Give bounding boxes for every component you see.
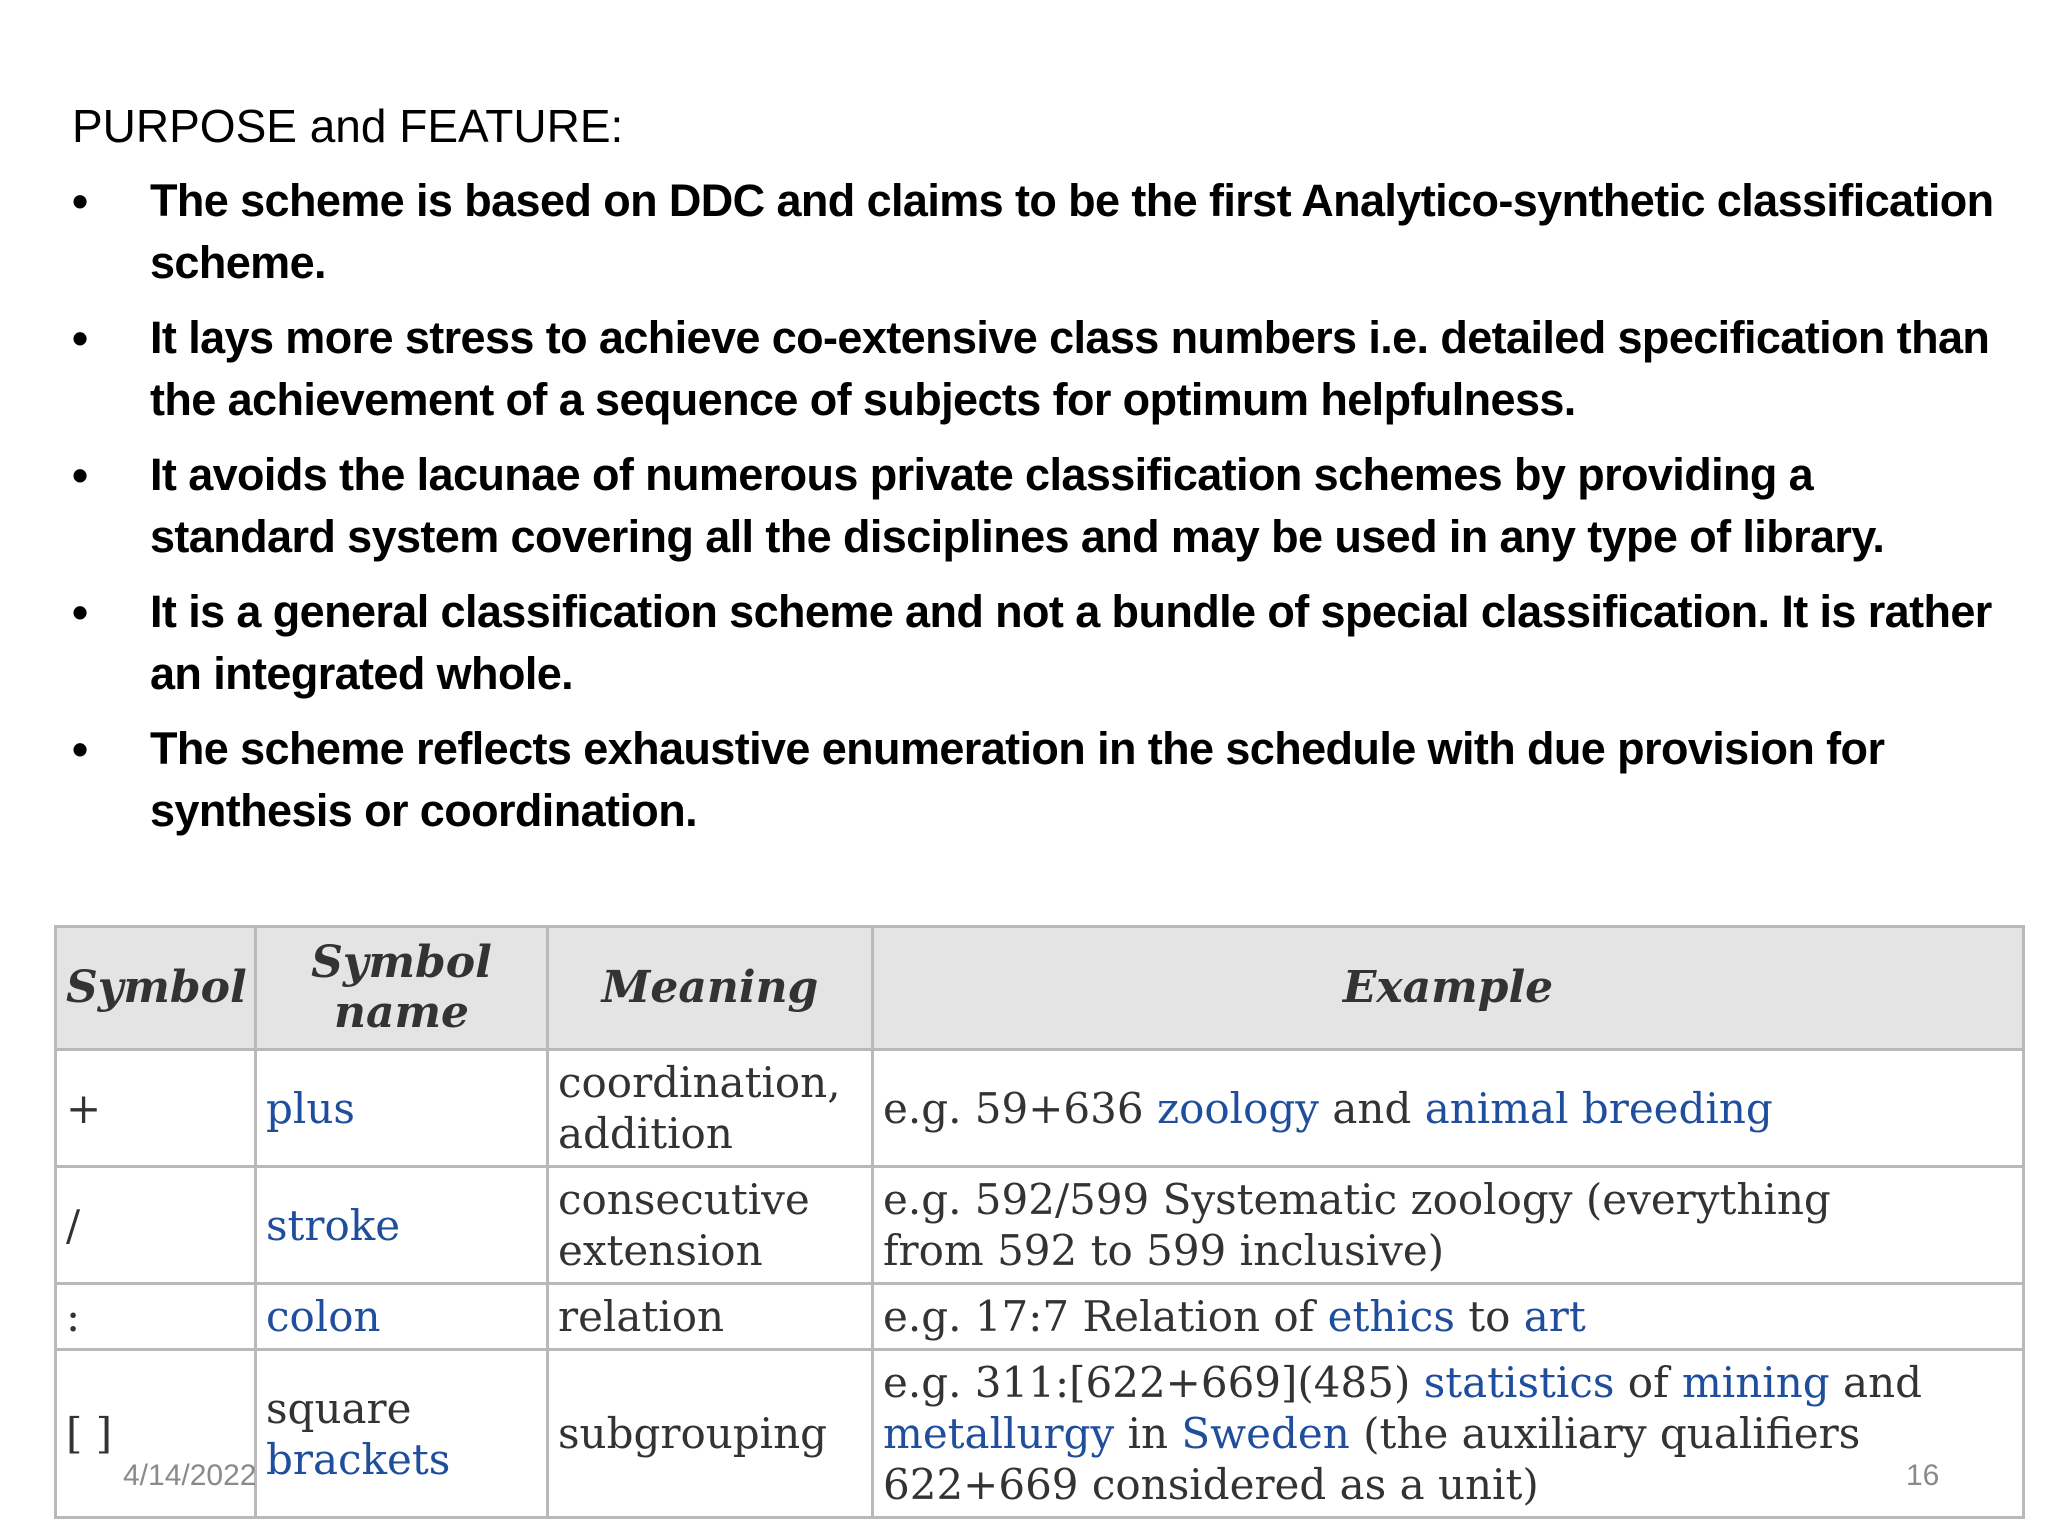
header-symbol-name-line1: Symbol bbox=[311, 937, 492, 988]
section-heading: PURPOSE and FEATURE: bbox=[72, 100, 624, 152]
table-row bbox=[56, 1350, 2024, 1518]
example-text: of bbox=[1614, 1358, 1682, 1407]
example-text: e.g. 311:[622+669](485) bbox=[883, 1358, 1424, 1407]
meaning-line: consecutive bbox=[558, 1175, 810, 1224]
symbol-cell: / bbox=[56, 1167, 256, 1284]
example-text: and bbox=[1319, 1083, 1425, 1133]
bullet-icon: • bbox=[72, 723, 89, 775]
list-item-text: The scheme reflects exhaustive enumeration in the schedule with due provision for synthesis or coordination. bbox=[150, 723, 1885, 836]
example-text: from 592 to 599 inclusive) bbox=[883, 1226, 1445, 1275]
symbol-table-image bbox=[54, 925, 2026, 1536]
symbol-name-link[interactable]: brackets bbox=[266, 1434, 451, 1484]
table-row bbox=[56, 1284, 2024, 1350]
meaning-cell bbox=[548, 1050, 873, 1167]
example-cell bbox=[873, 1284, 2024, 1350]
symbol-table bbox=[54, 925, 2025, 1519]
symbol-name-line: square bbox=[266, 1383, 412, 1433]
subject-link[interactable]: metallurgy bbox=[883, 1409, 1115, 1458]
list-item-text: It lays more stress to achieve co-extensive class numbers i.e. detailed specification than the achievement of a sequence of subjects for optimum helpfulness. bbox=[150, 312, 1990, 425]
bullet-icon: • bbox=[72, 586, 89, 638]
symbol-cell: + bbox=[56, 1050, 256, 1167]
example-cell bbox=[873, 1050, 2024, 1167]
slide-date: 4/14/2022 bbox=[123, 1459, 257, 1492]
example-text: 622+669 considered as a unit) bbox=[883, 1460, 1539, 1509]
meaning-line: extension bbox=[558, 1226, 763, 1275]
example-text: and bbox=[1829, 1358, 1922, 1407]
example-text: e.g. 59+636 bbox=[883, 1083, 1157, 1133]
subject-link[interactable]: animal breeding bbox=[1424, 1083, 1773, 1133]
example-cell bbox=[873, 1350, 2024, 1518]
table-row bbox=[56, 1167, 2024, 1284]
example-text: e.g. 592/599 Systematic zoology (everything bbox=[883, 1175, 1831, 1224]
symbol-name-cell: colon bbox=[256, 1284, 548, 1350]
example-text: to bbox=[1454, 1292, 1524, 1341]
slide-number: 16 bbox=[1906, 1459, 1940, 1492]
meaning-cell: relation bbox=[548, 1284, 873, 1350]
example-cell bbox=[873, 1167, 2024, 1284]
list-item bbox=[72, 718, 1992, 842]
subject-link[interactable]: ethics bbox=[1327, 1292, 1455, 1341]
example-text: (the auxiliary qualifiers bbox=[1349, 1409, 1861, 1458]
header-symbol-name bbox=[256, 927, 548, 1050]
bullet-icon: • bbox=[72, 175, 89, 227]
meaning-cell bbox=[548, 1167, 873, 1284]
list-item bbox=[72, 307, 1992, 431]
symbol-name-cell: stroke bbox=[256, 1167, 548, 1284]
symbol-cell: : bbox=[56, 1284, 256, 1350]
meaning-line: addition bbox=[558, 1109, 733, 1158]
symbol-cell: [ ] bbox=[56, 1350, 256, 1518]
list-item bbox=[72, 170, 1992, 294]
list-item bbox=[72, 444, 1992, 568]
header-meaning: Meaning bbox=[548, 927, 873, 1050]
symbol-name-cell: plus bbox=[256, 1050, 548, 1167]
header-example: Example bbox=[873, 927, 2024, 1050]
table-header-row bbox=[56, 927, 2024, 1050]
header-symbol: Symbol bbox=[56, 927, 256, 1050]
subject-link[interactable]: statistics bbox=[1423, 1358, 1615, 1407]
list-item bbox=[72, 581, 1992, 705]
table-row bbox=[56, 1050, 2024, 1167]
meaning-cell: subgrouping bbox=[548, 1350, 873, 1518]
subject-link[interactable]: art bbox=[1523, 1292, 1586, 1341]
list-item-text: The scheme is based on DDC and claims to be the first Analytico-synthetic classification scheme. bbox=[150, 175, 1994, 288]
bullet-icon: • bbox=[72, 449, 89, 501]
list-item-text: It avoids the lacunae of numerous private classification schemes by providing a standard system covering all the disciplines and may be used in any type of library. bbox=[150, 449, 1885, 562]
symbol-name-cell bbox=[256, 1350, 548, 1518]
meaning-line: coordination, bbox=[558, 1058, 841, 1107]
example-text: e.g. 17:7 Relation of bbox=[883, 1292, 1328, 1341]
subject-link[interactable]: mining bbox=[1681, 1358, 1830, 1407]
bullet-icon: • bbox=[72, 312, 89, 364]
subject-link[interactable]: Sweden bbox=[1181, 1409, 1350, 1458]
feature-list bbox=[72, 170, 1992, 855]
header-symbol-name-line2: name bbox=[333, 987, 470, 1038]
subject-link[interactable]: zoology bbox=[1156, 1083, 1319, 1133]
list-item-text: It is a general classification scheme and not a bundle of special classification. It is rather an integrated whole. bbox=[150, 586, 1992, 699]
example-text: in bbox=[1114, 1409, 1182, 1458]
